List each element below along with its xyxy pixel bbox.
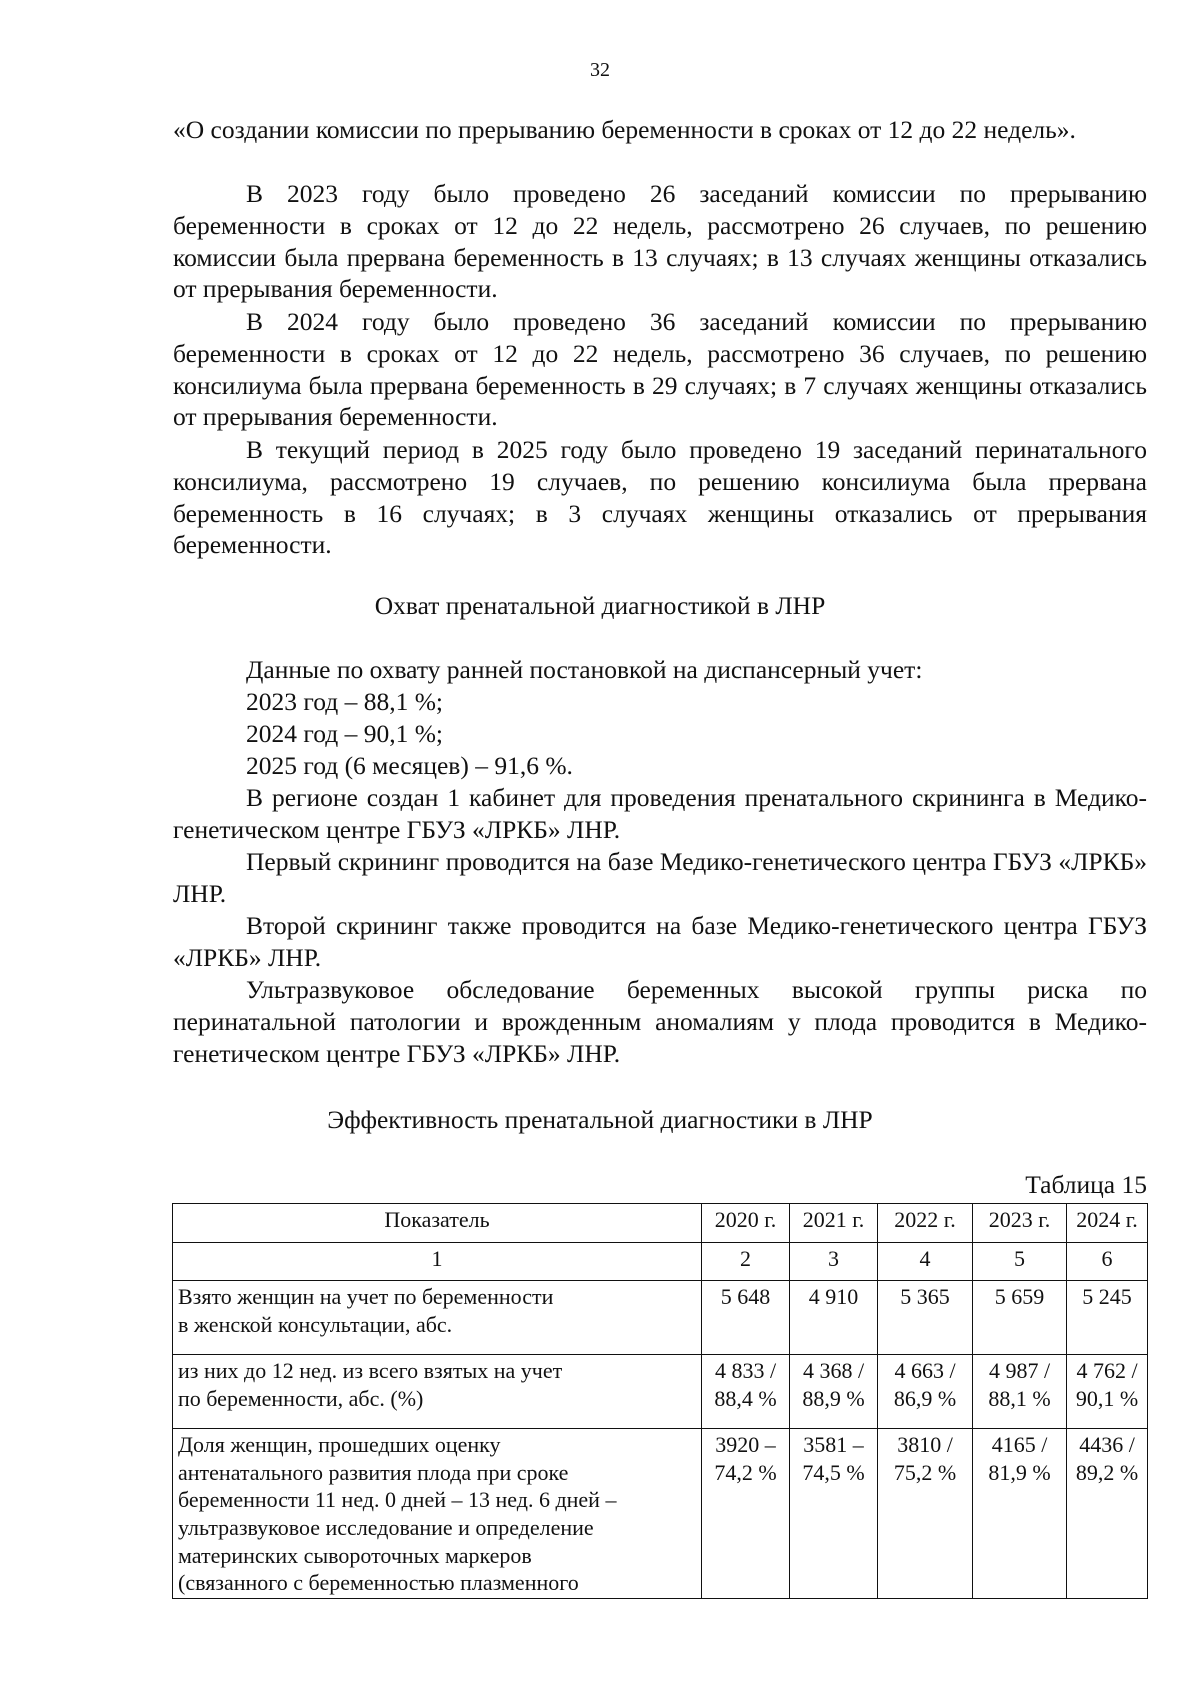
paragraph-2024-commission: В 2024 году было проведено 36 заседаний комиссии по прерыванию беременности в сроках от 12 до 22 недель, рассмотрено 36 случаев, по решению консилиума была прервана беременность в 29 случаях; в 7 случаях женщины отказались от прерывания беременности. [173, 307, 1147, 432]
value-cell [878, 1355, 973, 1429]
value-text: 4 762 / [1076, 1358, 1138, 1384]
value-cell [790, 1281, 878, 1355]
table-row [173, 1429, 1148, 1599]
paragraph-screening-cabinet: В регионе создан 1 кабинет для проведения пренатального скрининга в Медико-генетическом центре ГБУЗ «ЛРКБ» ЛНР. [173, 783, 1147, 844]
paragraph-2025-council: В текущий период в 2025 году было проведено 19 заседаний перинатального консилиума, рассмотрено 19 случаев, по решению консилиума была прервана беременность в 16 случаях; в 3 случаях женщины отказались от прерывания беременности. [173, 435, 1147, 560]
value-text: 3810 / [897, 1432, 953, 1458]
value-percent: 86,9 % [893, 1385, 957, 1411]
value-text: 4 910 [808, 1284, 859, 1310]
label-line: Взято женщин на учет по беременности [178, 1284, 554, 1310]
value-percent: 88,4 % [714, 1385, 777, 1411]
label-line: беременности 11 нед. 0 дней – 13 нед. 6 дней – [178, 1487, 617, 1513]
coverage-2025: 2025 год (6 месяцев) – 91,6 %. [246, 751, 573, 780]
value-text: 5 659 [994, 1284, 1045, 1310]
value-cell [878, 1429, 973, 1599]
value-text: 5 245 [1082, 1284, 1132, 1310]
label-line: в женской консультации, абс. [178, 1311, 453, 1337]
value-text: 4436 / [1079, 1432, 1135, 1458]
value-percent: 75,2 % [893, 1459, 957, 1485]
value-cell [1067, 1429, 1148, 1599]
header-2022: 2022 г. [878, 1204, 973, 1243]
col-number: 4 [878, 1242, 973, 1281]
value-cell [1067, 1355, 1148, 1429]
paragraph-first-screening: Первый скрининг проводится на базе Медико-генетического центра ГБУЗ «ЛРКБ» ЛНР. [173, 847, 1147, 908]
paragraph-ultrasound: Ультразвуковое обследование беременных высокой группы риска по перинатальной патологии и врожденным аномалиям у плода проводится в Медико-генетическом центре ГБУЗ «ЛРКБ» ЛНР. [173, 975, 1147, 1068]
coverage-intro: Данные по охвату ранней постановкой на диспансерный учет: [246, 655, 923, 684]
value-cell [790, 1355, 878, 1429]
value-text: 4 987 / [988, 1358, 1051, 1384]
table-row [173, 1281, 1148, 1355]
value-cell [973, 1281, 1067, 1355]
label-line: из них до 12 нед. из всего взятых на учет [178, 1358, 563, 1384]
value-cell [702, 1355, 790, 1429]
value-percent: 74,2 % [714, 1459, 777, 1485]
table-caption: Таблица 15 [1025, 1170, 1147, 1199]
header-indicator: Показатель [173, 1204, 702, 1243]
header-2023: 2023 г. [973, 1204, 1067, 1243]
table-row [173, 1355, 1148, 1429]
col-number: 1 [173, 1242, 702, 1281]
value-percent: 81,9 % [988, 1459, 1051, 1485]
row-label [173, 1429, 702, 1599]
row-label [173, 1281, 702, 1355]
prenatal-diagnostics-table [172, 1203, 1148, 1599]
value-text: 3920 – [715, 1432, 776, 1458]
label-line: Доля женщин, прошедших оценку [178, 1432, 501, 1458]
value-percent: 90,1 % [1075, 1385, 1139, 1411]
header-2024: 2024 г. [1067, 1204, 1148, 1243]
label-line: антенатального развития плода при сроке [178, 1459, 569, 1485]
col-number: 3 [790, 1242, 878, 1281]
value-cell [973, 1355, 1067, 1429]
value-cell [1067, 1281, 1148, 1355]
col-number: 2 [702, 1242, 790, 1281]
value-cell [702, 1429, 790, 1599]
value-percent: 74,5 % [802, 1459, 865, 1485]
paragraph-second-screening: Второй скрининг также проводится на базе Медико-генетического центра ГБУЗ «ЛРКБ» ЛНР. [173, 911, 1147, 972]
coverage-2024: 2024 год – 90,1 %; [246, 719, 444, 748]
coverage-2023: 2023 год – 88,1 %; [246, 687, 444, 716]
section-heading-coverage: Охват пренатальной диагностикой в ЛНР [374, 591, 826, 620]
value-percent: 89,2 % [1075, 1459, 1139, 1485]
table-header-row [173, 1204, 1148, 1243]
value-cell [878, 1281, 973, 1355]
header-2020: 2020 г. [702, 1204, 790, 1243]
label-line: ультразвуковое исследование и определение [178, 1514, 594, 1540]
value-text: 5 648 [720, 1284, 771, 1310]
value-text: 4 663 / [894, 1358, 956, 1384]
value-percent: 88,9 % [802, 1385, 865, 1411]
header-2021: 2021 г. [790, 1204, 878, 1243]
label-line: по беременности, абс. (%) [178, 1385, 424, 1411]
paragraph-2023-commission: В 2023 году было проведено 26 заседаний комиссии по прерыванию беременности в сроках от 12 до 22 недель, рассмотрено 26 случаев, по решению комиссии была прервана беременность в 13 случаях; в 13 случаях женщины отказались от прерывания беременности. [173, 179, 1147, 304]
section-heading-effectiveness: Эффективность пренатальной диагностики в ЛНР [327, 1105, 873, 1134]
col-number: 6 [1067, 1242, 1148, 1281]
paragraph-commission-title: «О создании комиссии по прерыванию беременности в сроках от 12 до 22 недель». [173, 115, 1076, 144]
value-percent: 88,1 % [988, 1385, 1051, 1411]
value-cell [702, 1281, 790, 1355]
value-text: 3581 – [803, 1432, 864, 1458]
row-label [173, 1355, 702, 1429]
value-text: 4 833 / [714, 1358, 777, 1384]
label-line: (связанного с беременностью плазменного [178, 1570, 579, 1596]
value-text: 5 365 [900, 1284, 950, 1310]
value-text: 4 368 / [802, 1358, 865, 1384]
col-number: 5 [973, 1242, 1067, 1281]
value-text: 4165 / [991, 1432, 1048, 1458]
value-cell [973, 1429, 1067, 1599]
page-number: 32 [590, 59, 610, 81]
column-number-row [173, 1242, 1148, 1281]
value-cell [790, 1429, 878, 1599]
label-line: материнских сывороточных маркеров [178, 1542, 532, 1568]
